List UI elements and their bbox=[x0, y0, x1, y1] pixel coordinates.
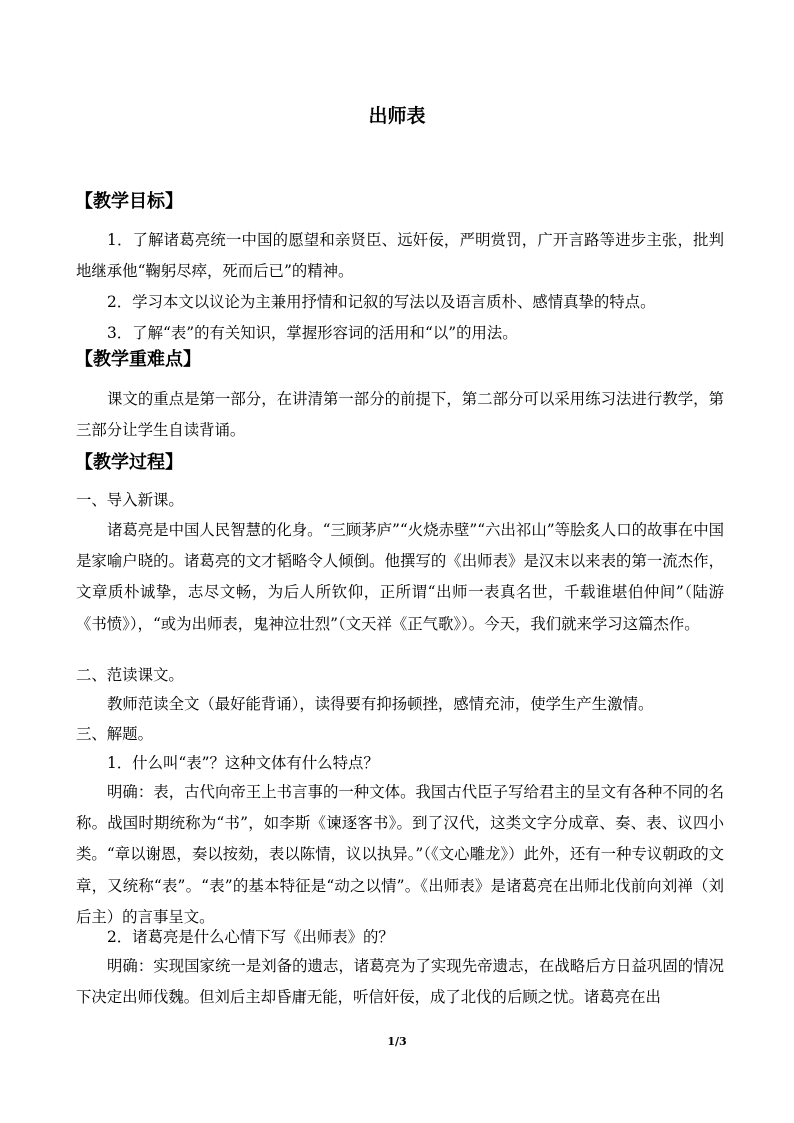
step-3-title: 三、解题。 bbox=[76, 725, 153, 743]
answer-2-paragraph: 明确：实现国家统一是刘备的遗志，诸葛亮为了实现先帝遗志，在战略后方日益巩固的情况下决定出师伐魏。但刘后主却昏庸无能，听信奸佞，成了北伐的后顾之忧。诸葛亮在出 bbox=[76, 957, 724, 1007]
page-number: 1/3 bbox=[387, 1035, 407, 1048]
heading-key-points: 【教学重难点】 bbox=[75, 349, 201, 370]
heading-teaching-objectives: 【教学目标】 bbox=[75, 191, 183, 212]
objective-3: 3．了解“表”的有关知识，掌握形容词的活用和“以”的用法。 bbox=[107, 324, 518, 342]
question-1: 1．什么叫“表”？这种文体有什么特点？ bbox=[107, 754, 379, 772]
objective-2: 2．学习本文以议论为主兼用抒情和记叙的写法以及语言质朴、感情真挚的特点。 bbox=[107, 293, 656, 311]
heading-teaching-process: 【教学过程】 bbox=[75, 452, 183, 473]
objective-1: 1．了解诸葛亮统一中国的愿望和亲贤臣、远奸佞，严明赏罚，广开言路等进步主张，批判地继承他“鞠躬尽瘁，死而后已”的精神。 bbox=[76, 231, 724, 281]
step-2-paragraph: 教师范读全文（最好能背诵），读得要有抑扬顿挫，感情充沛，使学生产生激情。 bbox=[107, 695, 654, 713]
answer-1-paragraph: 明确：表，古代向帝王上书言事的一种文体。我国古代臣子写给君主的呈文有各种不同的名称。战国时期统称为“书”，如李斯《谏逐客书》。到了汉代，这类文字分成章、奏、表、议四小类。“章以谢恩，奏以按劾，表以陈情，议以执异。”（《文心雕龙》）此外，还有一种专议朝政的文章，又统称“表”。“表”的基本特征是“动之以情”。《出师表》是诸葛亮在出师北伐前向刘禅（刘后主）的言事呈文。 bbox=[76, 783, 724, 926]
key-points-paragraph: 课文的重点是第一部分，在讲清第一部分的前提下，第二部分可以采用练习法进行教学，第三部分让学生自读背诵。 bbox=[76, 390, 724, 440]
step-1-title: 一、导入新课。 bbox=[76, 491, 184, 509]
step-2-title: 二、范读课文。 bbox=[76, 666, 184, 684]
question-2: 2．诸葛亮是什么心情下写《出师表》的？ bbox=[107, 928, 394, 946]
step-1-paragraph: 诸葛亮是中国人民智慧的化身。“三顾茅庐”“火烧赤壁”“六出祁山”等脍炙人口的故事在中国是家喻户晓的。诸葛亮的文才韬略令人倾倒。他撰写的《出师表》是汉末以来表的第一流杰作，文章质朴诚挚，志尽文畅，为后人所钦仰，正所谓“出师一表真名世，千载谁堪伯仲间”（陆游《书愤》），“或为出师表，鬼神泣壮烈”（文天祥《正气歌》）。今天，我们就来学习这篇杰作。 bbox=[76, 521, 724, 633]
document-title: 出师表 bbox=[368, 105, 426, 127]
